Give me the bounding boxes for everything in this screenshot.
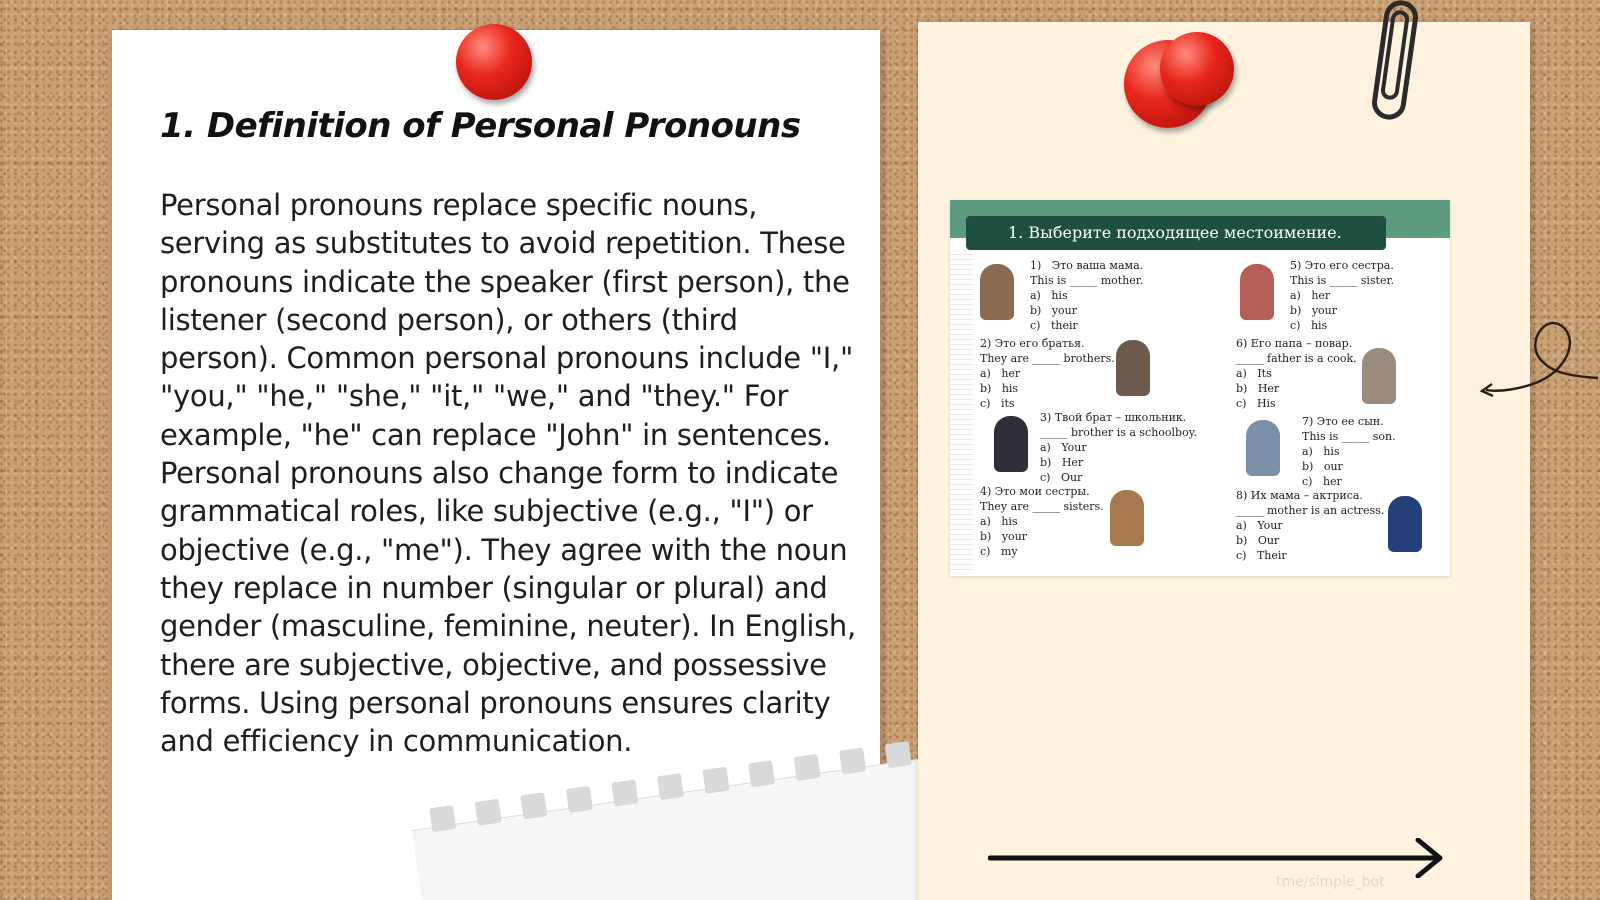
worksheet-item: 7) Это ее сын. This is _____ son. a) his b) our c) her — [1302, 415, 1396, 488]
person-figure — [1362, 348, 1396, 404]
worksheet-image — [950, 200, 1450, 576]
push-pin-icon — [456, 24, 532, 100]
person-figure — [994, 416, 1028, 472]
worksheet-item: 8) Их мама – актриса. _____ mother is an actress. a) Your b) Our c) Their — [1236, 489, 1385, 562]
worksheet-item: 3) Твой брат – школьник. _____ brother is a schoolboy. a) Your b) Her c) Our — [1040, 411, 1197, 484]
worksheet-item: 1) Это ваша мама. This is _____ mother. a) his b) your c) their — [1030, 259, 1144, 332]
person-figure — [1116, 340, 1150, 396]
worksheet-header: 1. Выберите подходящее местоимение. — [966, 216, 1386, 250]
person-figure — [1240, 264, 1274, 320]
worksheet-item: 6) Его папа – повар. _____ father is a cook. a) Its b) Her c) His — [1236, 337, 1357, 410]
squiggle-arrow-icon — [1478, 312, 1600, 412]
worksheet-item: 2) Это его братья. They are _____ brothers. a) her b) his c) its — [980, 337, 1115, 410]
definition-text: Personal pronouns replace specific nouns, serving as substitutes to avoid repetition. These pronouns indicate the speaker (first person), the listener (second person), or others (third person). Common personal pronouns include "I," "you," "he," "she," "it," "we," and "they." For example, "he" can replace "John" in sentences. Personal pronouns also change form to indicate grammatical roles, like subjective (e.g., "I") or objective (e.g., "me"). They agree with the noun they replace in number (singular or plural) and gender (masculine, feminine, neuter). In English, there are subjective, objective, and possessive forms. Using personal pronouns ensures clarity and efficiency in communication. — [160, 188, 856, 759]
person-figure — [980, 264, 1014, 320]
person-figure — [1388, 496, 1422, 552]
push-pin-icon — [1160, 32, 1234, 106]
worksheet-item: 4) Это мои сестры. They are _____ sisters. a) his b) your c) my — [980, 485, 1104, 558]
person-figure — [1110, 490, 1144, 546]
arrow-right-icon — [988, 838, 1448, 878]
worksheet-margin-lines — [950, 254, 972, 570]
watermark: tme/simple_bot — [1276, 874, 1385, 890]
slide-title: 1. Definition of Personal Pronouns — [160, 106, 801, 146]
worksheet-item: 5) Это его сестра. This is _____ sister. a) her b) your c) his — [1290, 259, 1395, 332]
person-figure — [1246, 420, 1280, 476]
